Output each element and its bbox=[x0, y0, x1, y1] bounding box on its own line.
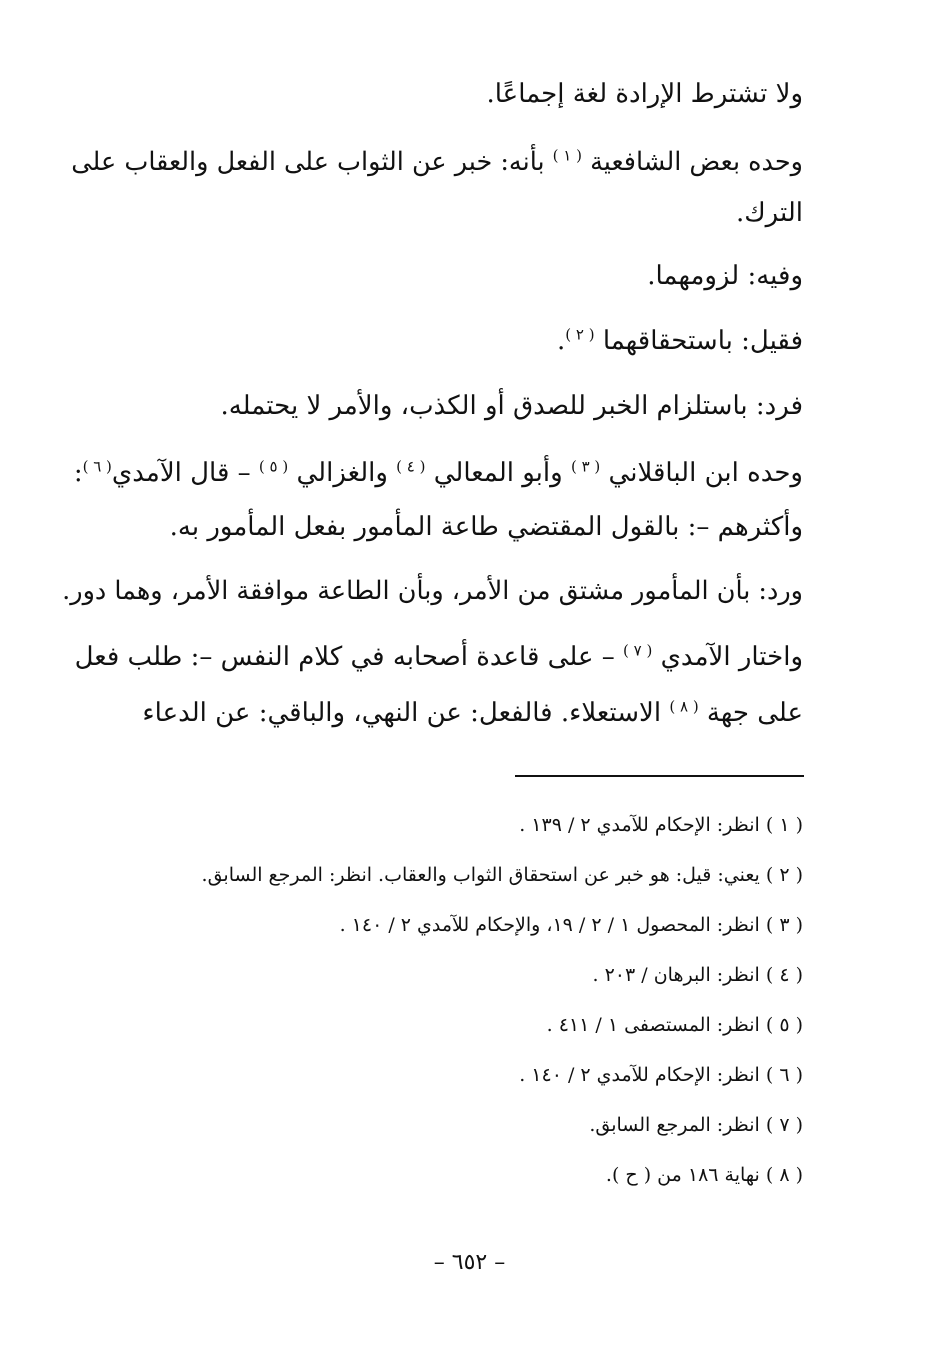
footnote-ref-8[interactable]: ( ٨ ) bbox=[669, 697, 699, 716]
footnote-1: ( ١ ) انظر: الإحكام للآمدي ٢ / ١٣٩ . bbox=[519, 814, 803, 836]
body-line-11: على جهة $^{( ٨ )}$ الاستعلاء. فالفعل: عن النهي، والباقي: عن الدعاء bbox=[142, 697, 803, 728]
footnote-ref-2[interactable]: ( ٢ ) bbox=[565, 325, 595, 344]
footnote-7: ( ٧ ) انظر: المرجع السابق. bbox=[589, 1114, 803, 1136]
footnote-3: ( ٣ ) انظر: المحصول ١ / ٢ / ١٩، والإحكام للآمدي ٢ / ١٤٠ . bbox=[339, 914, 803, 936]
footnote-ref-4[interactable]: ( ٤ ) bbox=[396, 457, 426, 476]
page-number: – ٦٥٢ – bbox=[433, 1250, 506, 1275]
footnote-ref-5[interactable]: ( ٥ ) bbox=[258, 457, 289, 476]
footnote-4: ( ٤ ) انظر: البرهان / ٢٠٣ . bbox=[592, 964, 803, 986]
footnote-ref-1[interactable]: ( ١ ) bbox=[552, 146, 582, 165]
footnote-5: ( ٥ ) انظر: المستصفى ١ / ٤١١ . bbox=[546, 1014, 803, 1036]
body-line-10: واختار الآمدي $^{( ٧ )}$ – على قاعدة أصحابه في كلام النفس –: طلب فعل bbox=[74, 641, 803, 672]
body-line-9: ورد: بأن المأمور مشتق من الأمر، وبأن الطاعة موافقة الأمر، وهما دور. bbox=[62, 576, 803, 606]
footnote-ref-3[interactable]: ( ٣ ) bbox=[570, 457, 601, 476]
body-line-2: وحده بعض الشافعية $^{( ١ )}$ بأنه: خبر عن الثواب على الفعل والعقاب على bbox=[71, 146, 803, 177]
footnote-ref-6[interactable]: ( ٦ ) bbox=[82, 457, 112, 476]
body-line-4: وفيه: لزومهما. bbox=[647, 261, 803, 291]
body-line-3: الترك. bbox=[735, 198, 803, 228]
footnote-2: ( ٢ ) يعني: قيل: هو خبر عن استحقاق الثواب والعقاب. انظر: المرجع السابق. bbox=[201, 864, 803, 886]
footnote-separator bbox=[515, 775, 804, 777]
body-line-1: ولا تشترط الإرادة لغة إجماعًا. bbox=[486, 79, 803, 109]
body-line-8: وأكثرهم –: بالقول المقتضي طاعة المأمور بفعل المأمور به. bbox=[169, 512, 803, 542]
footnote-8: ( ٨ ) نهاية ١٨٦ من ( ح ). bbox=[605, 1164, 803, 1186]
body-line-5: فقيل: باستحقاقهما $^{( ٢ )}$. bbox=[557, 325, 803, 356]
footnote-ref-7[interactable]: ( ٧ ) bbox=[623, 641, 653, 660]
body-line-7: وحده ابن الباقلاني $^{( ٣ )}$ وأبو المعالي $^{( ٤ )}$ والغزالي $^{( ٥ )}$ – قال الآمدي$^{( ٦ )}$: bbox=[73, 457, 803, 488]
body-line-6: فرد: باستلزام الخبر للصدق أو الكذب، والأمر لا يحتمله. bbox=[220, 391, 803, 421]
footnote-6: ( ٦ ) انظر: الإحكام للآمدي ٢ / ١٤٠ . bbox=[519, 1064, 803, 1086]
